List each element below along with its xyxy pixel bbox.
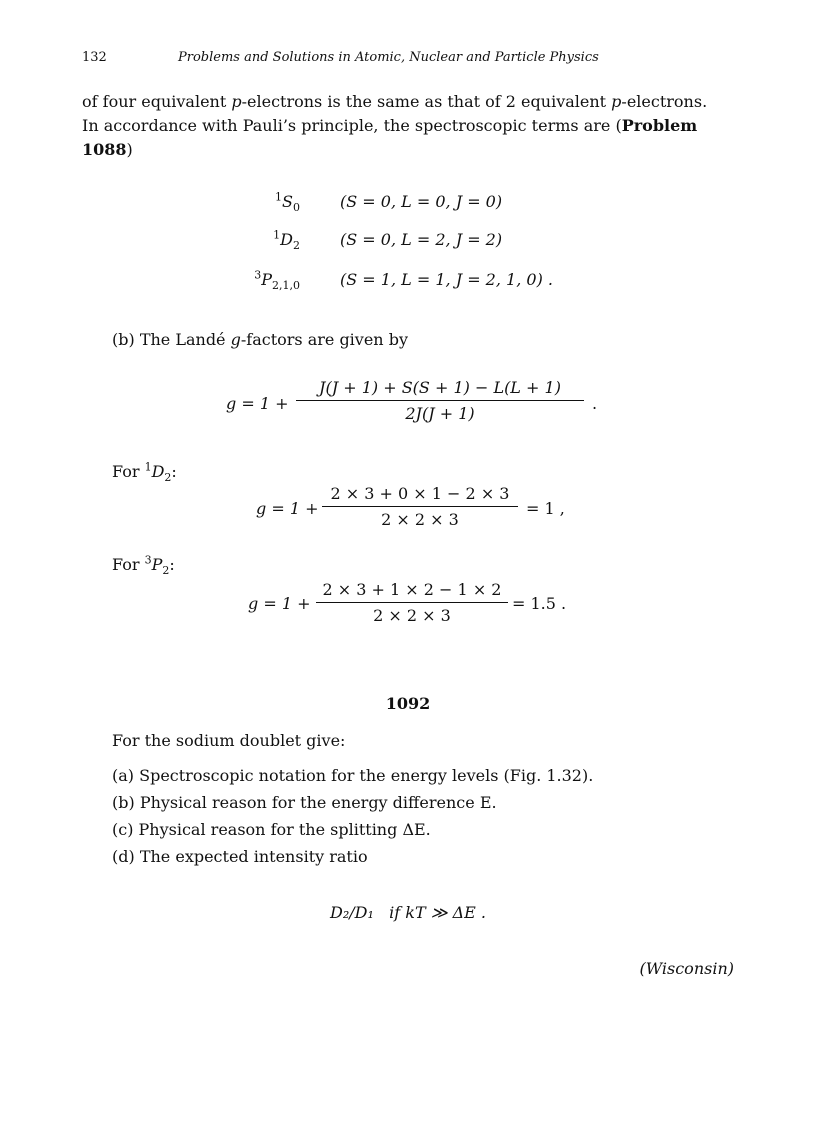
for-1d2-result: = 1 , <box>526 499 565 518</box>
for-1d2-label: For $^1D_2$: <box>112 460 177 485</box>
intro-paragraph <box>82 90 742 162</box>
problem-item-b: (b) Physical reason for the energy difference E. <box>112 793 497 812</box>
intro-line-2: In accordance with Pauli’s principle, the spectroscopic terms are (Problem <box>82 116 698 135</box>
problem-item-a: (a) Spectroscopic notation for the energy levels (Fig. 1.32). <box>112 766 594 785</box>
problem-number: 1092 <box>385 694 431 713</box>
lande-tail: . <box>592 394 598 413</box>
intensity-ratio: D₂/D₁ if kT ≫ ΔE . <box>330 903 486 922</box>
for-3p2-denominator: 2 × 2 × 3 <box>373 606 451 625</box>
lande-numerator: J(J + 1) + S(S + 1) − L(L + 1) <box>319 378 561 397</box>
lande-fraction <box>296 378 584 423</box>
lande-denominator: 2J(J + 1) <box>405 404 475 423</box>
intro-line-3: 1088) <box>82 140 133 159</box>
problem-prompt: For the sodium doublet give: <box>112 731 346 750</box>
for-3p2-numerator: 2 × 3 + 1 × 2 − 1 × 2 <box>322 580 502 599</box>
running-title: Problems and Solutions in Atomic, Nuclear and Particle Physics <box>178 50 599 65</box>
page-number: 132 <box>82 50 107 65</box>
intro-line-1: of four equivalent p-electrons is the same as that of 2 equivalent p-electrons. <box>82 92 708 111</box>
part-b-text: (b) The Landé g-factors are given by <box>112 330 408 349</box>
problem-item-c: (c) Physical reason for the splitting ΔE. <box>112 820 431 839</box>
for-3p2-lhs: g = 1 + <box>248 594 311 613</box>
for-3p2-result: = 1.5 . <box>512 594 567 613</box>
for-1d2-denominator: 2 × 2 × 3 <box>381 510 459 529</box>
for-3p2-label: For $^3P_2$: <box>112 553 175 578</box>
for-3p2-fraction <box>316 580 508 625</box>
problem-source: (Wisconsin) <box>639 959 734 978</box>
problem-item-d: (d) The expected intensity ratio <box>112 847 368 866</box>
for-1d2-lhs: g = 1 + <box>256 499 319 518</box>
lande-lhs: g = 1 + <box>226 394 289 413</box>
for-1d2-fraction <box>322 484 518 529</box>
for-1d2-numerator: 2 × 3 + 0 × 1 − 2 × 3 <box>330 484 510 503</box>
